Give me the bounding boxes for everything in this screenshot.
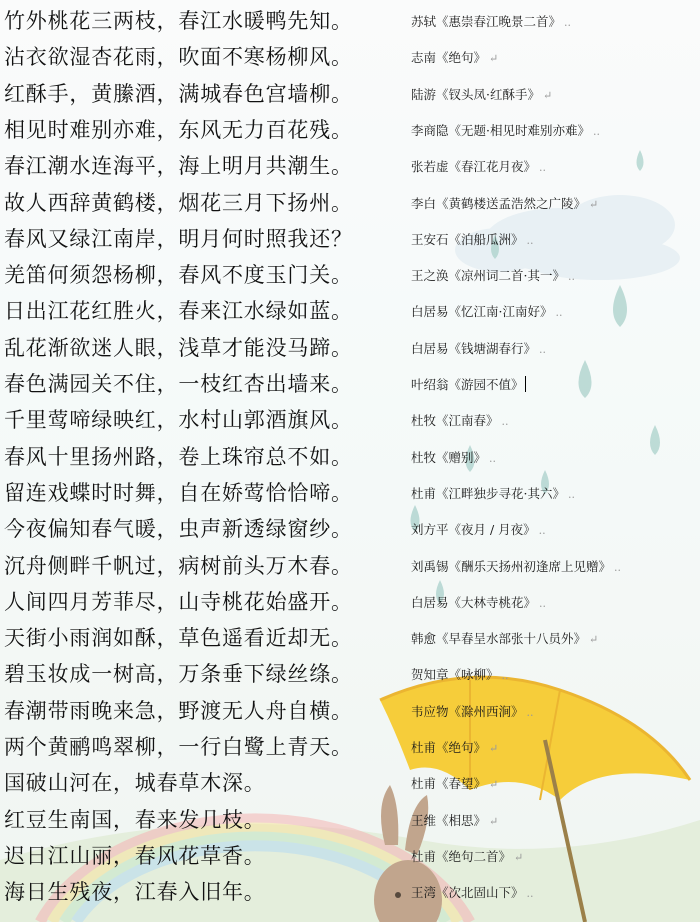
paragraph-mark: ..: [501, 415, 509, 429]
poem-row: [0, 656, 700, 692]
poem-row: [0, 221, 700, 257]
poem-source-text: 杜甫《春望》: [411, 776, 487, 792]
poem-line: 日出江花红胜火，春来江水绿如蓝。: [4, 299, 353, 324]
poem-source: [411, 729, 498, 765]
poem-source: [411, 3, 571, 39]
poem-source: [411, 76, 552, 112]
poem-source-text: 王安石《泊船瓜洲》: [411, 231, 524, 247]
paragraph-mark: ..: [489, 451, 497, 465]
poem-line: 国破山河在，城春草木深。: [4, 771, 266, 796]
poem-line: 今夜偏知春气暖，虫声新透绿窗纱。: [4, 517, 353, 542]
poem-source-text: 张若虚《春江花月夜》: [411, 159, 537, 175]
poem-source: [411, 330, 546, 366]
poem-source: [411, 838, 523, 874]
poem-line: 春风十里扬州路，卷上珠帘总不如。: [4, 444, 353, 469]
poem-source: [411, 656, 509, 692]
poem-source-text: 杜牧《赠别》: [411, 449, 487, 465]
poem-source-text: 杜甫《绝句》: [411, 740, 487, 755]
poem-line: 竹外桃花三两枝，春江水暖鸭先知。: [4, 9, 353, 33]
poem-line: 天街小雨润如酥，草色遥看近却无。: [4, 626, 353, 651]
poem-line: 羌笛何须怨杨柳，春风不度玉门关。: [4, 263, 353, 288]
poem-source-text: 王维《相思》: [411, 812, 487, 828]
paragraph-mark: ↵: [489, 742, 499, 755]
paragraph-mark: ..: [526, 705, 534, 719]
poem-line: 千里莺啼绿映红，水村山郭酒旗风。: [4, 408, 353, 433]
poem-line: 海日生残夜，江春入旧年。: [4, 880, 266, 905]
poem-source: [411, 293, 562, 329]
poem-source-text: 韦应物《滁州西涧》: [411, 703, 524, 719]
poem-source-text: 杜牧《江南春》: [411, 413, 499, 429]
poem-line: 沾衣欲湿杏花雨，吹面不寒杨柳风。: [4, 45, 353, 70]
poem-line: 两个黄鹂鸣翠柳，一行白鹭上青天。: [4, 735, 353, 759]
paragraph-mark: ..: [538, 524, 546, 538]
paragraph-mark: ↵: [489, 778, 499, 792]
poem-line: 春风又绿江南岸，明月何时照我还？: [4, 226, 353, 251]
poem-source: [411, 511, 546, 547]
poem-line: 红豆生南国，春来发几枝。: [4, 807, 266, 832]
poem-row: [0, 402, 700, 438]
poem-line: 春色满园关不住，一枝红杏出墙来。: [4, 372, 353, 396]
poem-source-text: 苏轼《惠崇春江晚景二首》: [411, 14, 562, 29]
paragraph-mark: ↵: [589, 197, 599, 211]
poem-row: [0, 148, 700, 184]
poem-row: [0, 330, 700, 366]
poem-source-text: 王之涣《凉州词二首·其一》: [411, 268, 565, 284]
poem-row: [0, 185, 700, 221]
poem-row: [0, 729, 700, 765]
poem-source-text: 刘方平《夜月 / 月夜》: [411, 522, 536, 538]
poem-source-text: 白居易《忆江南·江南好》: [411, 304, 553, 320]
poem-row: [0, 548, 700, 584]
paragraph-mark: ↵: [542, 88, 553, 102]
poem-row: [0, 257, 700, 293]
poem-row: [0, 76, 700, 112]
paragraph-mark: ..: [564, 16, 572, 29]
paragraph-mark: ↵: [589, 633, 599, 647]
poem-line: 沉舟侧畔千帆过，病树前头万木春。: [4, 553, 353, 578]
poem-source: [411, 802, 498, 838]
poem-row: [0, 584, 700, 620]
poem-source-text: 李商隐《无题·相见时难别亦难》: [411, 122, 590, 138]
poem-source: [411, 366, 526, 402]
poem-row: [0, 293, 700, 329]
poem-source: [411, 402, 509, 438]
poem-row: [0, 511, 700, 547]
text-cursor[interactable]: [525, 376, 526, 392]
poem-row: [0, 874, 700, 910]
poem-line: 春潮带雨晚来急，野渡无人舟自横。: [4, 698, 353, 723]
poem-line: 留连戏蝶时时舞，自在娇莺恰恰啼。: [4, 480, 353, 505]
poem-row: [0, 765, 700, 801]
poem-source-text: 叶绍翁《游园不值》: [411, 377, 524, 392]
poem-row: [0, 475, 700, 511]
paragraph-mark: ..: [539, 596, 547, 610]
poem-row: [0, 439, 700, 475]
paragraph-mark: ..: [539, 161, 547, 175]
paragraph-mark: ..: [567, 270, 575, 284]
paragraph-mark: ..: [526, 887, 534, 901]
poem-line: 迟日江山丽，春风花草香。: [4, 843, 266, 868]
poem-source: [411, 221, 534, 257]
poem-source-text: 陆游《钗头凤·红酥手》: [411, 86, 540, 102]
poem-line: 故人西辞黄鹤楼，烟花三月下扬州。: [4, 190, 353, 215]
paragraph-mark: ..: [501, 669, 509, 683]
poem-line: 人间四月芳菲尽，山寺桃花始盛开。: [4, 589, 353, 614]
paragraph-mark: ↵: [514, 850, 524, 864]
poem-source: [411, 620, 598, 656]
paragraph-mark: ↵: [489, 814, 499, 828]
poem-line: 碧玉妆成一树高，万条垂下绿丝绦。: [4, 662, 353, 687]
poem-line: 乱花渐欲迷人眼，浅草才能没马蹄。: [4, 335, 353, 360]
poem-source-text: 杜甫《绝句二首》: [411, 848, 512, 864]
poem-source-text: 志南《绝句》: [411, 50, 487, 66]
poem-source: [411, 148, 546, 184]
paragraph-mark: ↵: [489, 52, 499, 66]
paragraph-mark: ..: [555, 306, 563, 320]
poem-source: [411, 874, 534, 910]
poem-line: 红酥手，黄縢酒，满城春色宫墙柳。: [4, 81, 353, 106]
paragraph-mark: ..: [592, 124, 600, 138]
poem-source-text: 白居易《大林寺桃花》: [411, 594, 537, 610]
poem-source: [411, 185, 598, 221]
poem-source: [411, 765, 498, 801]
poem-source-text: 刘禹锡《酬乐天扬州初逢席上见赠》: [411, 558, 612, 574]
poem-row: [0, 802, 700, 838]
poem-row: [0, 693, 700, 729]
poem-row: [0, 366, 700, 402]
poem-row: [0, 620, 700, 656]
poem-row: [0, 838, 700, 874]
poem-source: [411, 475, 575, 511]
poem-source-text: 李白《黄鹤楼送孟浩然之广陵》: [411, 195, 587, 211]
poem-line: 相见时难别亦难，东风无力百花残。: [4, 117, 353, 142]
poem-source: [411, 584, 546, 620]
poem-source-text: 王湾《次北固山下》: [411, 885, 524, 901]
poem-source-text: 杜甫《江畔独步寻花·其六》: [411, 485, 565, 501]
poem-source: [411, 257, 575, 293]
poem-source: [411, 39, 498, 75]
poem-row: [0, 3, 700, 39]
poem-source-text: 白居易《钱塘湖春行》: [411, 340, 537, 356]
poem-source: [411, 439, 496, 475]
poem-row: [0, 39, 700, 75]
poem-source-text: 贺知章《咏柳》: [411, 667, 499, 683]
paragraph-mark: ..: [614, 560, 622, 574]
poem-row: [0, 112, 700, 148]
paragraph-mark: ..: [526, 233, 534, 247]
paragraph-mark: ..: [567, 487, 575, 501]
poem-line: 春江潮水连海平，海上明月共潮生。: [4, 154, 353, 179]
poem-source: [411, 548, 621, 584]
poem-source: [411, 112, 600, 148]
paragraph-mark: ..: [539, 342, 547, 356]
poem-source-text: 韩愈《早春呈水部张十八员外》: [411, 631, 587, 647]
poem-source: [411, 693, 534, 729]
